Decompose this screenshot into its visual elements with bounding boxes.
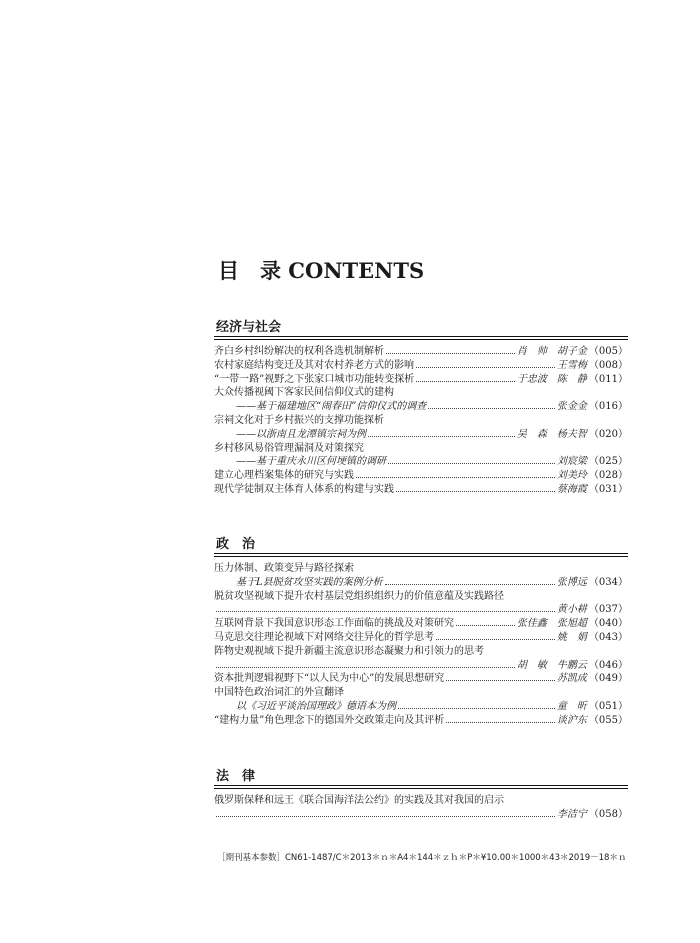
entry-title: 互联网背景下我国意识形态工作面临的挑战及对策研究 <box>214 618 454 630</box>
journal-parameters-footer: ［期刊基本参数］CN61-1487/C＊2013＊ｎ＊A4＊144＊ｚｈ＊P＊¥10.00＊1000＊43＊2019－18＊ｎ <box>217 853 627 863</box>
entry-authors: 张佳鑫 张旭超 <box>516 618 587 630</box>
entry-title: 现代学徒制双主体育人体系的构建与实践 <box>214 483 394 495</box>
entry-page: （040） <box>588 618 628 630</box>
entry-page: （016） <box>588 401 628 413</box>
entry-authors: 刘美玲 <box>556 470 587 482</box>
toc-entry <box>214 483 628 497</box>
dot-leader <box>216 611 555 612</box>
entry-authors: 黄小耕 <box>556 604 587 616</box>
entry-authors: 吴 森 杨夫智 <box>516 428 587 440</box>
toc-entry <box>214 414 628 428</box>
dot-leader <box>446 722 555 723</box>
entry-authors: 张博远 <box>556 576 587 588</box>
toc-entry <box>214 700 628 714</box>
dot-leader <box>416 381 515 382</box>
dot-leader <box>385 584 555 585</box>
entry-page: （025） <box>588 456 628 468</box>
toc-entry <box>214 645 628 659</box>
toc-entry <box>214 455 628 469</box>
toc-entry <box>214 714 628 728</box>
toc-entry <box>214 562 628 576</box>
entry-title: 大众传播视阈下客家民间信仰仪式的建构 <box>214 387 394 399</box>
dot-leader <box>446 680 555 681</box>
toc-entry <box>214 373 628 387</box>
entry-page: （011） <box>588 373 628 385</box>
entry-title: ——以浙南且龙潭镇宗祠为例 <box>236 428 366 440</box>
section-economy-society <box>214 316 628 497</box>
entry-page: （028） <box>588 470 628 482</box>
entry-page: （020） <box>588 428 628 440</box>
toc-entry <box>214 686 628 700</box>
dot-leader <box>428 408 555 409</box>
toc-entry <box>214 442 628 456</box>
dot-leader <box>416 367 555 368</box>
toc-entry <box>214 631 628 645</box>
entry-authors: 王雪梅 <box>556 359 587 371</box>
dot-leader <box>388 463 555 464</box>
entry-authors: 苏凯成 <box>556 673 587 685</box>
entry-title: 齐白乡村纠纷解决的权利各选机制解析 <box>214 346 384 357</box>
dot-leader <box>368 436 515 437</box>
dot-leader <box>216 816 555 817</box>
toc-entry <box>214 400 628 414</box>
section-rule-thick <box>214 553 628 554</box>
entry-title: 压力体制、政策变异与路径探索 <box>214 563 354 574</box>
toc-entry <box>214 672 628 686</box>
entry-authors: 谈沪东 <box>556 714 587 726</box>
toc-entry <box>214 386 628 400</box>
dot-leader <box>356 477 555 478</box>
entry-title: 中国特色政治词汇的外宣翻译 <box>214 687 344 699</box>
entry-title: 乡村移风易俗管理漏洞及对策探究 <box>214 442 364 454</box>
toc-entry <box>214 428 628 442</box>
entry-page: （005） <box>588 346 628 357</box>
entry-authors: 蔡海霞 <box>556 483 587 495</box>
entry-authors: 张金金 <box>556 401 587 413</box>
entry-title: ——基于重庆永川区何埂镇的调研 <box>236 456 386 468</box>
dot-leader <box>436 639 555 640</box>
section-rule-thin <box>214 339 628 340</box>
entry-title: 农村家庭结构变迁及其对农村养老方式的影响 <box>214 359 414 371</box>
dot-leader <box>216 667 515 668</box>
entry-title: 资本批判逻辑视野下“以人民为中心”的发展思想研究 <box>214 673 445 685</box>
entry-page: （049） <box>588 673 628 685</box>
toc-entries <box>214 562 628 728</box>
entry-page: （008） <box>588 359 628 371</box>
section-rule-thick <box>214 785 628 786</box>
section-rule-thick <box>214 336 628 337</box>
entry-title: ——基于福建地区“闹春田”信仰仪式的调查 <box>236 401 427 413</box>
entry-page: （046） <box>588 659 628 671</box>
entry-title: 马克思交往理论视域下对网络交往异化的哲学思考 <box>214 631 434 643</box>
dot-leader <box>396 491 555 492</box>
entry-page: （031） <box>588 483 628 495</box>
section-heading: 经济与社会 <box>216 320 282 335</box>
entry-page: （037） <box>588 604 628 616</box>
section-politics <box>214 533 628 728</box>
toc-entries <box>214 794 628 822</box>
entry-title: “建构力量”角色理念下的德国外交政策走向及其评析 <box>214 714 445 726</box>
entry-title: 基于L县脱贫攻坚实践的案例分析 <box>236 576 383 588</box>
entry-authors: 姚 娟 <box>556 631 587 643</box>
toc-entry <box>214 345 628 359</box>
toc-entry <box>214 590 628 604</box>
dot-leader <box>398 708 555 709</box>
entry-page: （055） <box>588 714 628 726</box>
entry-page: （034） <box>588 576 628 588</box>
toc-entries <box>214 345 628 497</box>
page-title: 目 录 CONTENTS <box>218 258 425 283</box>
section-heading: 政 治 <box>216 537 256 552</box>
entry-authors: 李洁宁 <box>556 808 587 820</box>
toc-entry <box>214 359 628 373</box>
toc-entry <box>214 808 628 822</box>
entry-title: 宗祠文化对于乡村振兴的支撑功能探析 <box>214 414 384 426</box>
toc-entry <box>214 576 628 590</box>
entry-authors: 胡 敏 牛鹏云 <box>516 659 587 671</box>
toc-entry <box>214 617 628 631</box>
dot-leader <box>456 625 515 626</box>
section-rule-thin <box>214 556 628 557</box>
entry-authors: 童 昕 <box>556 700 587 712</box>
section-heading: 法 律 <box>216 769 256 784</box>
section-rule-thin <box>214 788 628 789</box>
entry-title: 俄罗斯保释和远王《联合国海洋法公约》的实践及其对我国的启示 <box>214 795 504 806</box>
entry-page: （058） <box>588 808 628 820</box>
section-law <box>214 765 628 822</box>
entry-title: 阵物史观视域下提升新疆主流意识形态凝聚力和引领力的思考 <box>214 645 484 657</box>
entry-title: 脱贫攻坚视域下提升农村基层党组织组织力的价值意蕴及实践路径 <box>214 590 504 602</box>
entry-title: 以《习近平谈治国理政》德语本为例 <box>236 700 396 712</box>
entry-page: （043） <box>588 631 628 643</box>
toc-entry <box>214 469 628 483</box>
toc-entry <box>214 659 628 673</box>
toc-entry <box>214 603 628 617</box>
toc-entry <box>214 794 628 808</box>
entry-title: “一带一路”视野之下张家口城市功能转变探析 <box>214 373 415 385</box>
entry-page: （051） <box>588 700 628 712</box>
entry-authors: 刘宸梁 <box>556 456 587 468</box>
entry-authors: 于忠波 陈 静 <box>516 373 587 385</box>
entry-authors: 肖 帅 胡子金 <box>516 346 587 357</box>
entry-title: 建立心理档案集体的研究与实践 <box>214 470 354 482</box>
dot-leader <box>386 353 515 354</box>
